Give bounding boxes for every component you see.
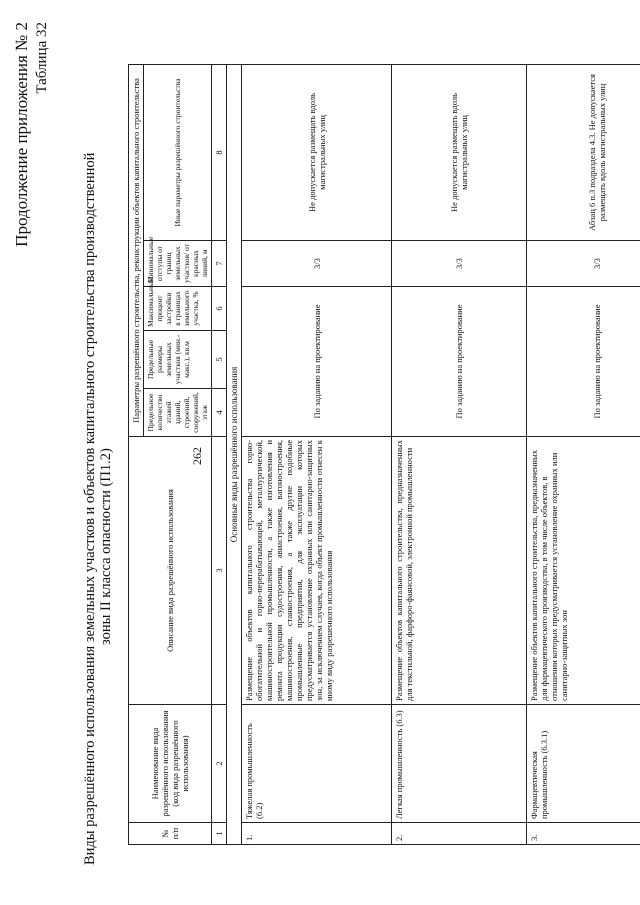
row-use-description: Размещение объектов капитального строительства, предназначенных для фармацевтического производства, в том числе объектов, в отношении которых предусматривается установление охранных или санитарно-защитных зон	[527, 437, 640, 705]
appendix-continuation: Продолжение приложения № 2	[12, 22, 31, 247]
row-other-params: Абзац 6 п.3 подраздела 4.3. Не допускается размещать вдоль магистральных улиц	[527, 64, 640, 240]
row-use-name: Тяжелая промышленность (6.2)	[242, 705, 392, 823]
column-number-row	[212, 64, 227, 844]
header-floors: Предельное количество этажей зданий, строений, сооружений, этаж	[144, 389, 212, 437]
row-num: 2.	[392, 823, 527, 845]
row-params: По заданию на проектирование	[392, 287, 527, 437]
row-other-params: Не допускается размещать вдоль магистральных улиц	[392, 64, 527, 240]
col-number: 4	[212, 389, 227, 437]
table-title	[82, 115, 114, 865]
header-max-coverage: Максимальный процент застройки в границах земельного участка, %	[144, 287, 212, 331]
header-use-name: Наименование вида разрешённого использования (код вида разрешённого использования)	[129, 705, 212, 823]
row-use-description: Размещение объектов капитального строительства горно-обогатительной и горно-перерабатывающей, металлургической, машиностроительной промышленности, а также изготовления и ремонта продукции судостроения, авиастроения, вагоностроения, машиностроения, станкостроения, а также другие подобные промышленные предприятия, для эксплуатации которых предусматривается установление охранных или санитарно-защитных зон, за исключением случаев, когда объект промышленности отнесен к иному виду разрешенного использования	[242, 437, 392, 705]
row-params: По заданию на проектирование	[242, 287, 392, 437]
table-row	[242, 64, 392, 844]
row-use-name: Легкая промышленность (6.3)	[392, 705, 527, 823]
table-title-line-2: зоны II класса опасности (П1.2)	[98, 448, 114, 645]
col-number: 6	[212, 287, 227, 331]
header-use-description: Описание вида разрешённого использования	[129, 437, 212, 705]
row-num: 3.	[527, 823, 640, 845]
col-number: 2	[212, 705, 227, 823]
row-use-name: Фармацевтическая промышленность (6.3.1)	[527, 705, 640, 823]
table-row	[527, 64, 640, 844]
col-number: 8	[212, 64, 227, 240]
col-number: 3	[212, 437, 227, 705]
col-number: 5	[212, 331, 227, 389]
row-params: По заданию на проектирование	[527, 287, 640, 437]
header-other-params: Иные параметры разрешённого строительства	[144, 64, 212, 240]
header-row-1	[129, 64, 144, 844]
table-label: Таблица 32	[34, 22, 50, 94]
section-row	[227, 64, 242, 844]
table-row	[392, 64, 527, 844]
header-min-setbacks: Минимальные отступы от границ земельных участков/ от красных линий, м	[144, 241, 212, 287]
row-setback: 3/3	[392, 241, 527, 287]
col-number: 7	[212, 241, 227, 287]
zoning-table	[128, 64, 640, 845]
row-setback: 3/3	[242, 241, 392, 287]
col-number: 1	[212, 823, 227, 845]
page-number: 262	[190, 447, 204, 465]
header-params-group: Параметры разрешённого строительства, реконструкции объектов капитального строительства	[129, 64, 144, 436]
row-setback: 3/3	[527, 241, 640, 287]
header-num: № п/п	[129, 823, 212, 845]
row-use-description: Размещение объектов капитального строительства, предназначенных для текстильной, фарфоро-фаянсовой, электронной промышленности	[392, 437, 527, 705]
table-title-line-1: Виды разрешённого использования земельных участков и объектов капитального строительства производственной	[82, 152, 98, 865]
row-num: 1.	[242, 823, 392, 845]
row-other-params: Не допускается размещать вдоль магистральных улиц	[242, 64, 392, 240]
section-title: Основные виды разрешённого использования	[227, 64, 242, 844]
header-plot-size: Предельные размеры земельных участков (мин.-макс.), кв.м	[144, 331, 212, 389]
